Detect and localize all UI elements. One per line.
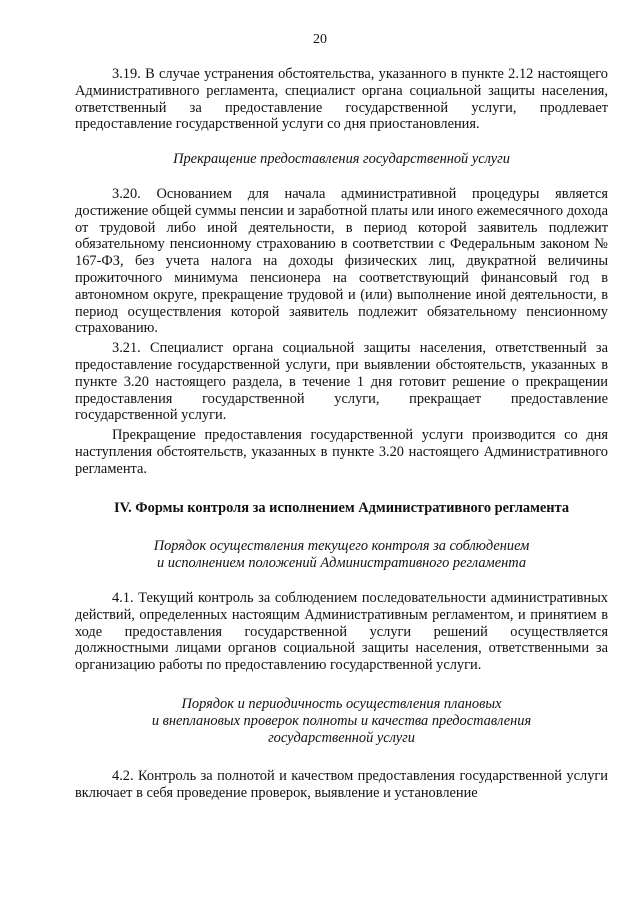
subheading-line: Порядок и периодичность осуществления плановых [181,695,502,712]
paragraph-termination-date: Прекращение предоставления государственной услуги производится со дня наступления обстоятельств, указанных в пункте 3.20 настоящего Административного регламента. [75,427,608,477]
section-iv-title: IV. Формы контроля за исполнением Административного регламента [113,499,570,516]
paragraph-3-20: 3.20. Основанием для начала административной процедуры является достижение общей суммы пенсии и заработной платы или иного ежемесячного дохода от трудовой либо иной деятельности, в период которой заявитель подлежит обязательному пенсионному страхованию в соответствии с Федеральным законом № 167-ФЗ, без учета налога на доходы физических лиц, двукратной величины прожиточного минимума пенсионера на соответствующий финансовый год в автономном округе, прекращение трудовой и (или) выполнение иной деятельности, в период осуществления которой заявитель подлежит обязательному пенсионному страхованию. [75,185,608,337]
paragraph-3-21: 3.21. Специалист органа социальной защиты населения, ответственный за предоставление государственной услуги, при выявлении обстоятельств, указанных в пункте 3.20 настоящего раздела, в течение 1 дня готовит решение о прекращении предоставления государственной услуги, прекращает предоставление государственной услуги. [75,340,608,424]
subheading-line: и внеплановых проверок полноты и качества предоставления [151,712,532,729]
subheading-line: государственной услуги [268,729,415,746]
page-number: 20 [313,32,327,47]
document-body [75,66,608,802]
subheading-line: Порядок осуществления текущего контроля за соблюдением [153,538,530,555]
paragraph-3-19: 3.19. В случае устранения обстоятельства, указанного в пункте 2.12 настоящего Административного регламента, специалист органа социальной защиты населения, ответственный за предоставление государственной услуги, продлевает предоставление государственной услуги со дня приостановления. [75,66,608,133]
paragraph-4-2: 4.2. Контроль за полнотой и качеством предоставления государственной услуги включает в себя проведение проверок, выявление и установление [75,768,608,802]
subheading-line: и исполнением положений Административного регламента [156,555,527,572]
paragraph-4-1: 4.1. Текущий контроль за соблюдением последовательности административных действий, определенных настоящим Административным регламентом, и принятием в ходе предоставления государственной услуги решений осуществляется должностными лицами органов социальной защиты населения, ответственными за организацию работы по предоставлению государственной услуги. [75,589,608,674]
subheading-current-control [75,538,608,572]
subheading-termination: Прекращение предоставления государственной услуги [173,151,510,168]
subheading-inspections [75,696,608,746]
